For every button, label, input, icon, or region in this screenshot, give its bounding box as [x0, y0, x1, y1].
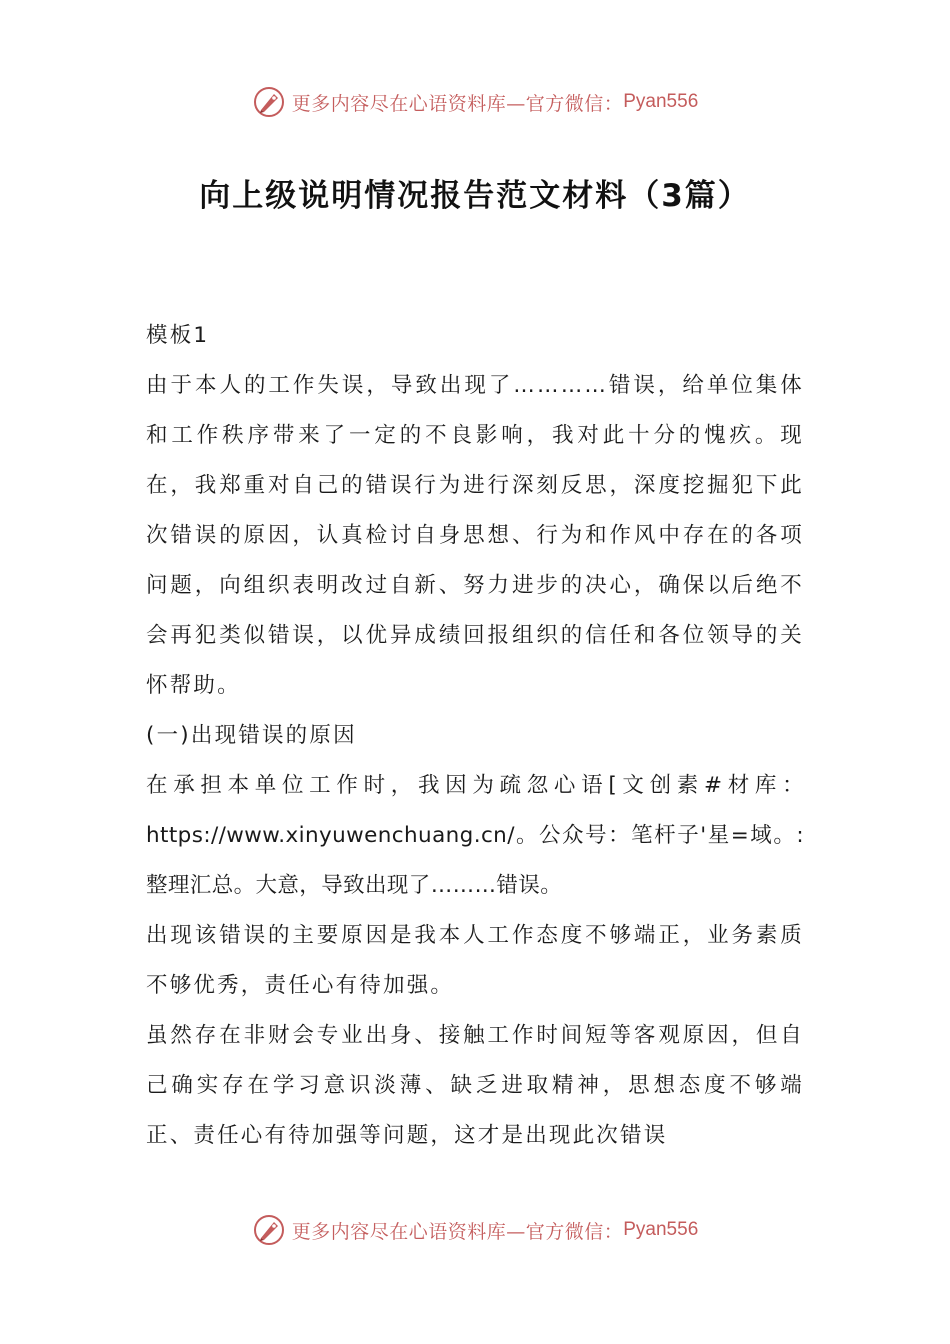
header-banner	[0, 82, 950, 122]
section-heading: (一)出现错误的原因	[146, 723, 357, 748]
banner-text: 更多内容尽在心语资料库—官方微信：	[291, 92, 624, 115]
paragraph-main-reason: 出现该错误的主要原因是我本人工作态度不够端正，业务素质不够优秀，责任心有待加强。	[146, 923, 804, 998]
template-label: 模板1	[146, 323, 210, 348]
document-title: 向上级说明情况报告范文材料（3篇）	[199, 178, 751, 214]
banner-text: 更多内容尽在心语资料库—官方微信：	[291, 1220, 624, 1243]
wechat-id: Pyan556	[623, 1219, 699, 1240]
pen-nib-logo-icon	[252, 1213, 286, 1247]
wechat-id: Pyan556	[623, 91, 699, 112]
footer-banner	[0, 1210, 950, 1250]
pen-nib-logo-icon	[252, 85, 286, 119]
paragraph-intro: 由于本人的工作失误，导致出现了…………错误，给单位集体和工作秩序带来了一定的不良影响，我对此十分的愧疚。现在，我郑重对自己的错误行为进行深刻反思，深度挖掘犯下此次错误的原因，认真检讨自身思想、行为和作风中存在的各项问题，向组织表明改过自新、努力进步的决心，确保以后绝不会再犯类似错误，以优异成绩回报组织的信任和各位领导的关怀帮助。	[146, 373, 804, 698]
document-body	[146, 311, 804, 1161]
paragraph-objective-reason: 虽然存在非财会专业出身、接触工作时间短等客观原因，但自己确实存在学习意识淡薄、缺乏进取精神，思想态度不够端正、责任心有待加强等问题，这才是出现此次错误	[146, 1023, 804, 1148]
paragraph-cause: 在承担本单位工作时，我因为疏忽心语[文创素#材库：https://www.xinyuwenchuang.cn/。公众号：笔杆子'星=域。:整理汇总。大意，导致出现了………错误。	[146, 773, 804, 898]
